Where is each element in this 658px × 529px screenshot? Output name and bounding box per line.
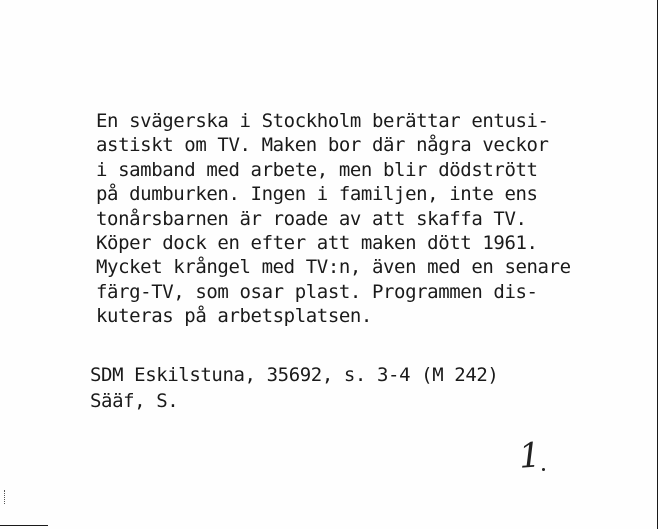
author-line: Sääf, S. — [90, 390, 179, 412]
handwritten-page-number: 1 — [517, 435, 543, 477]
text-line: Mycket krångel med TV:n, även med en senare — [96, 256, 571, 279]
source-reference — [90, 362, 498, 414]
text-line: i samband med arbete, men blir dödstrött — [96, 158, 538, 181]
scan-specks — [4, 490, 7, 504]
page-number-dot — [542, 468, 545, 471]
text-line: kuteras på arbetsplatsen. — [96, 305, 372, 328]
card-edge-bottom — [0, 525, 48, 526]
text-line: färg-TV, som osar plast. Programmen dis- — [96, 280, 538, 303]
source-line: SDM Eskilstuna, 35692, s. 3-4 (M 242) — [90, 364, 499, 386]
text-line: En svägerska i Stockholm berättar entusi- — [96, 110, 549, 132]
text-line: på dumburken. Ingen i familjen, inte ens — [96, 183, 538, 206]
text-line: astiskt om TV. Maken bor där några veckor — [96, 134, 549, 157]
text-line: tonårsbarnen är roade av att skaffa TV. — [96, 207, 527, 230]
card-body-text — [96, 109, 646, 329]
text-line: Köper dock en efter att maken dött 1961. — [96, 232, 538, 255]
